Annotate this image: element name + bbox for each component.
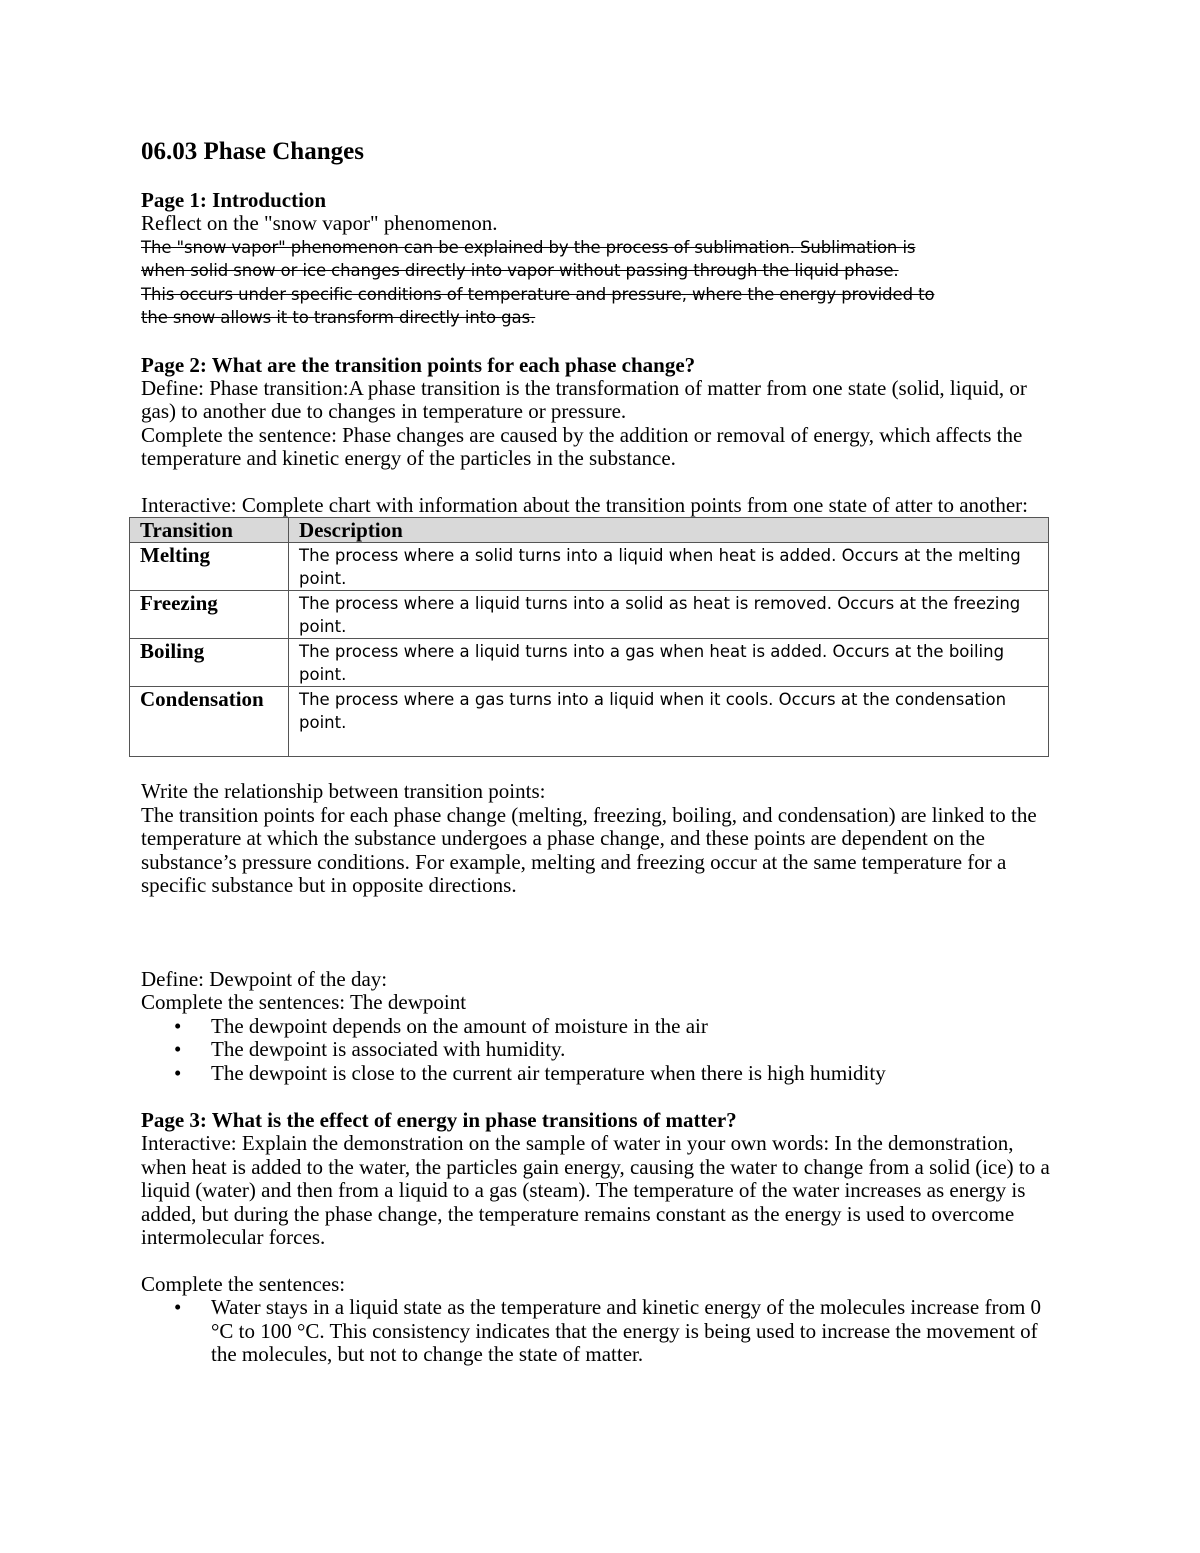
transition-term: Boiling — [130, 639, 289, 687]
chart-header-row — [130, 518, 1049, 543]
table-row — [130, 639, 1049, 687]
page3-list — [141, 1296, 1061, 1367]
transition-description: The process where a gas turns into a liquid when it cools. Occurs at the condensation point. — [289, 687, 1049, 757]
page2-heading: Page 2: What are the transition points for each phase change? — [141, 352, 696, 377]
struck-line: This occurs under specific conditions of temperature and pressure, where the energy provided to — [141, 284, 935, 304]
bullet-icon: • — [174, 1295, 182, 1319]
list-item: • The dewpoint is associated with humidity. — [174, 1037, 566, 1061]
struck-line: the snow allows it to transform directly into gas. — [141, 308, 536, 327]
transition-description: The process where a solid turns into a liquid when heat is added. Occurs at the melting point. — [289, 543, 1049, 591]
demonstration-explanation: Interactive: Explain the demonstration on the sample of water in your own words: In the demonstration, when heat is added to the water, the particles gain energy, causing the water to change from a solid (ice) to a liquid (water) and then from a liquid to a gas (steam). The temperature of the water increases as energy is added, but during the phase change, the temperature remains constant as the energy is used to overcome intermolecular forces. — [141, 1131, 1050, 1249]
complete-sentences-prompt: Complete the sentences: — [141, 1271, 346, 1296]
transition-term: Freezing — [130, 591, 289, 639]
section-page3 — [141, 1108, 1061, 1367]
list-item: • Water stays in a liquid state as the temperature and kinetic energy of the molecules increase from 0 °C to 100 °C. This consistency indicates that the energy is being used to increase the movement of the molecules, but not to change the state of matter. — [174, 1295, 1042, 1366]
section-page1 — [141, 188, 1061, 330]
phase-transition-definition: Define: Phase transition:A phase transition is the transformation of matter from one state (solid, liquid, or gas) to another due to changes in temperature or pressure. — [141, 375, 1027, 423]
transition-chart — [129, 517, 1049, 757]
chart-instructions: Interactive: Complete chart with information about the transition points from one state of atter to another: — [141, 492, 1028, 517]
list-item: • The dewpoint is close to the current air temperature when there is high humidity — [174, 1060, 886, 1085]
struck-line: The "snow vapor" phenomenon can be explained by the process of sublimation. Sublimation is — [141, 237, 916, 257]
page1-heading: Page 1: Introduction — [141, 188, 327, 212]
transition-term: Condensation — [130, 687, 289, 757]
bullet-icon: • — [174, 1037, 182, 1061]
transition-description: The process where a liquid turns into a solid as heat is removed. Occurs at the freezing point. — [289, 591, 1049, 639]
table-row — [130, 687, 1049, 757]
transition-description: The process where a liquid turns into a gas when heat is added. Occurs at the boiling point. — [289, 639, 1049, 687]
relationship-prompt: Write the relationship between transition points: — [141, 779, 546, 803]
document-page — [141, 136, 1061, 1367]
page1-prompt: Reflect on the "snow vapor" phenomenon. — [141, 211, 498, 235]
section-page2 — [141, 353, 1061, 1086]
document-title: 06.03 Phase Changes — [141, 138, 364, 165]
relationship-answer: The transition points for each phase change (melting, freezing, boiling, and condensation) are linked to the temperature at which the substance undergoes a phase change, and these points are dependent on the substance’s pressure conditions. For example, melting and freezing occur at the same temperature for a specific substance but in opposite directions. — [141, 802, 1037, 897]
transition-term: Melting — [130, 543, 289, 591]
struck-line: when solid snow or ice changes directly into vapor without passing through the liquid phase. — [141, 261, 899, 280]
table-row — [130, 591, 1049, 639]
dewpoint-sentence-prompt: Complete the sentences: The dewpoint — [141, 990, 467, 1014]
dewpoint-definition: Define: Dewpoint of the day: — [141, 966, 388, 991]
dewpoint-list — [141, 1015, 1061, 1086]
table-row — [130, 543, 1049, 591]
phase-change-sentence: Complete the sentence: Phase changes are caused by the addition or removal of energy, which affects the temperature and kinetic energy of the particles in the substance. — [141, 422, 1023, 470]
list-item: • The dewpoint depends on the amount of moisture in the air — [174, 1013, 708, 1038]
page3-heading: Page 3: What is the effect of energy in phase transitions of matter? — [141, 1108, 737, 1132]
header-description: Description — [289, 518, 1049, 543]
header-transition: Transition — [130, 518, 289, 543]
bullet-icon: • — [174, 1013, 182, 1038]
bullet-icon: • — [174, 1060, 182, 1085]
